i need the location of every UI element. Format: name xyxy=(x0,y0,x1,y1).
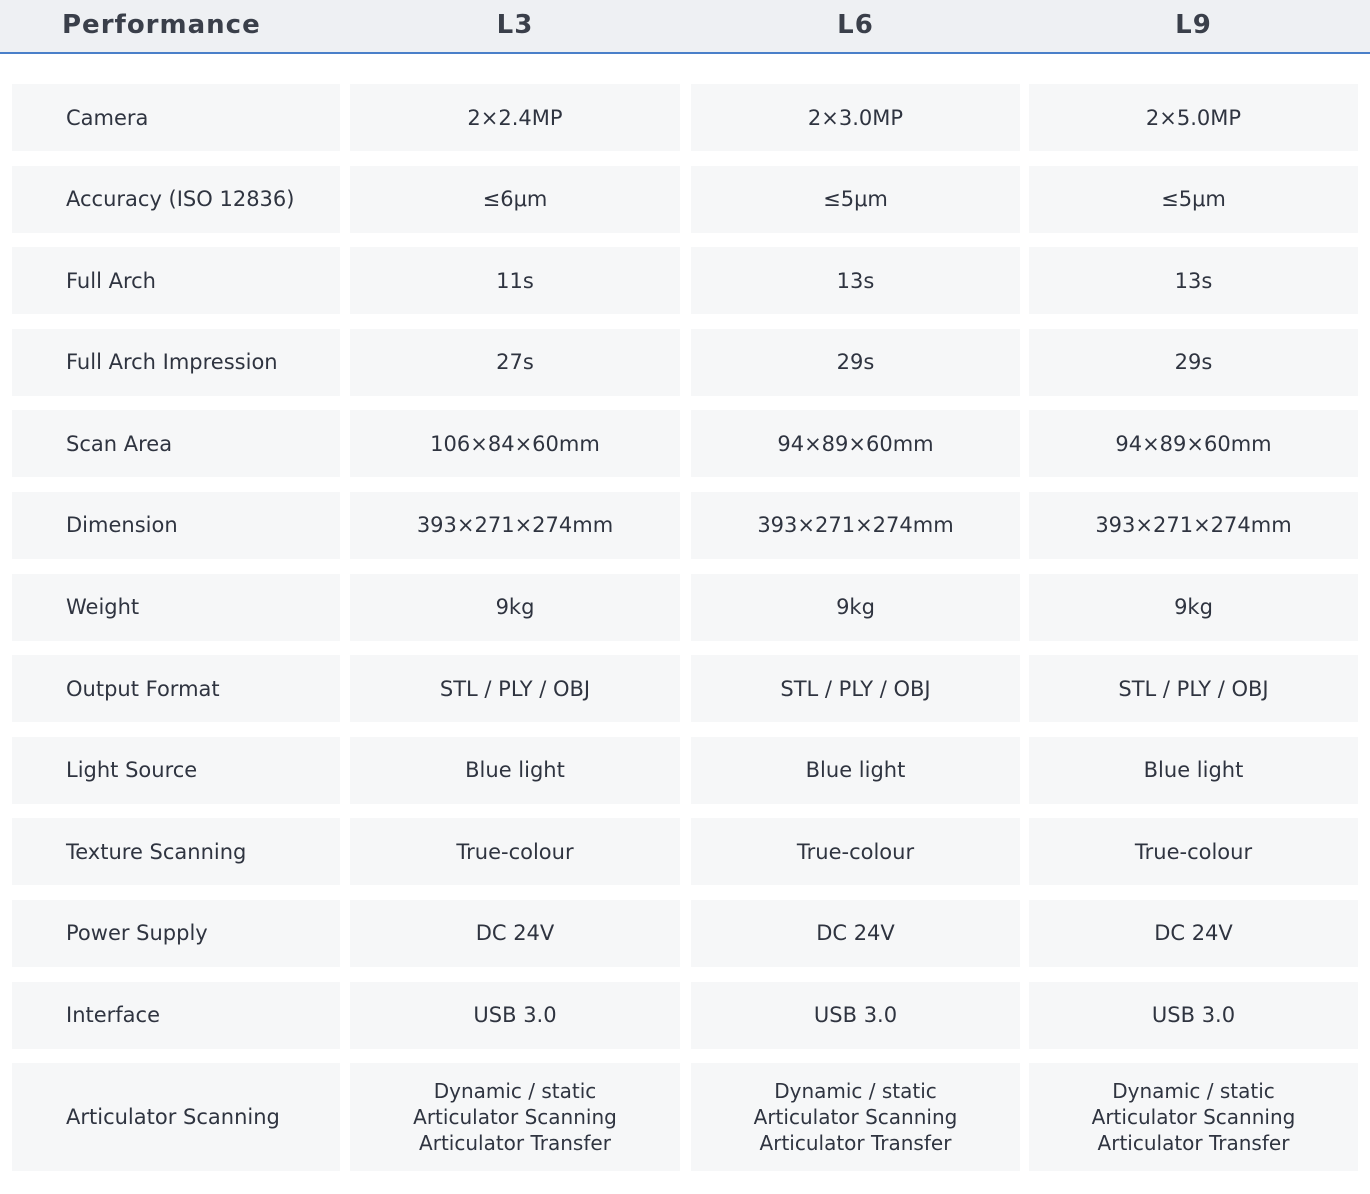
header-model-l3: L3 xyxy=(496,10,534,40)
table-row xyxy=(0,982,1370,1049)
cell-l6: 13s xyxy=(691,247,1020,314)
multiline-value xyxy=(413,1078,617,1156)
table-row xyxy=(0,900,1370,967)
cell-l3: 393×271×274mm xyxy=(350,492,680,559)
row-label: Camera xyxy=(12,84,340,151)
table-row xyxy=(0,574,1370,641)
cell-l6: 393×271×274mm xyxy=(691,492,1020,559)
table-row xyxy=(0,329,1370,396)
table-row xyxy=(0,410,1370,477)
cell-l3: True-colour xyxy=(350,818,680,885)
value-line: Articulator Transfer xyxy=(419,1131,611,1156)
cell-l6: 94×89×60mm xyxy=(691,410,1020,477)
table-row xyxy=(0,818,1370,885)
cell-l3: ≤6μm xyxy=(350,166,680,233)
cell-l6: True-colour xyxy=(691,818,1020,885)
row-label: Dimension xyxy=(12,492,340,559)
value-line: Articulator Scanning xyxy=(1091,1105,1296,1130)
cell-l9: 94×89×60mm xyxy=(1029,410,1358,477)
cell-l3: USB 3.0 xyxy=(350,982,680,1049)
cell-l3: 11s xyxy=(350,247,680,314)
table-row xyxy=(0,655,1370,722)
cell-l9: 29s xyxy=(1029,329,1358,396)
cell-l6: ≤5μm xyxy=(691,166,1020,233)
table-row xyxy=(0,492,1370,559)
cell-l6: USB 3.0 xyxy=(691,982,1020,1049)
value-line: Dynamic / static xyxy=(774,1079,937,1104)
cell-l6: 2×3.0MP xyxy=(691,84,1020,151)
cell-l6 xyxy=(691,1063,1020,1171)
cell-l9: Blue light xyxy=(1029,737,1358,804)
value-line: Articulator Scanning xyxy=(753,1105,958,1130)
row-label: Articulator Scanning xyxy=(12,1063,340,1171)
cell-l9: 2×5.0MP xyxy=(1029,84,1358,151)
value-line: Articulator Transfer xyxy=(1097,1131,1290,1156)
cell-l9: STL / PLY / OBJ xyxy=(1029,655,1358,722)
row-label: Output Format xyxy=(12,655,340,722)
row-label: Scan Area xyxy=(12,410,340,477)
table-row-articulator xyxy=(0,1063,1370,1171)
cell-l6: DC 24V xyxy=(691,900,1020,967)
cell-l9: 9kg xyxy=(1029,574,1358,641)
table-row xyxy=(0,737,1370,804)
cell-l9 xyxy=(1029,1063,1358,1171)
cell-l3: DC 24V xyxy=(350,900,680,967)
row-label: Weight xyxy=(12,574,340,641)
cell-l3: 106×84×60mm xyxy=(350,410,680,477)
value-line: Dynamic / static xyxy=(433,1079,597,1104)
cell-l9: DC 24V xyxy=(1029,900,1358,967)
cell-l3: 2×2.4MP xyxy=(350,84,680,151)
cell-l3 xyxy=(350,1063,680,1171)
table-row xyxy=(0,247,1370,314)
table-row xyxy=(0,166,1370,233)
cell-l9: ≤5μm xyxy=(1029,166,1358,233)
cell-l6: 9kg xyxy=(691,574,1020,641)
cell-l6: STL / PLY / OBJ xyxy=(691,655,1020,722)
cell-l6: Blue light xyxy=(691,737,1020,804)
multiline-value xyxy=(1092,1078,1296,1156)
cell-l3: 27s xyxy=(350,329,680,396)
cell-l6: 29s xyxy=(691,329,1020,396)
spec-table xyxy=(0,84,1370,1171)
header-model-l9: L9 xyxy=(1175,10,1212,40)
value-line: Articulator Scanning xyxy=(413,1105,617,1130)
header-performance: Performance xyxy=(62,10,261,40)
cell-l9: USB 3.0 xyxy=(1029,982,1358,1049)
row-label: Power Supply xyxy=(12,900,340,967)
row-label: Interface xyxy=(12,982,340,1049)
value-line: Articulator Transfer xyxy=(759,1131,952,1156)
cell-l3: Blue light xyxy=(350,737,680,804)
row-label: Light Source xyxy=(12,737,340,804)
cell-l9: 13s xyxy=(1029,247,1358,314)
cell-l9: 393×271×274mm xyxy=(1029,492,1358,559)
row-label: Full Arch xyxy=(12,247,340,314)
table-header xyxy=(0,0,1370,54)
cell-l3: 9kg xyxy=(350,574,680,641)
table-row xyxy=(0,84,1370,151)
row-label: Full Arch Impression xyxy=(12,329,340,396)
cell-l3: STL / PLY / OBJ xyxy=(350,655,680,722)
row-label: Accuracy (ISO 12836) xyxy=(12,166,340,233)
value-line: Dynamic / static xyxy=(1112,1079,1275,1104)
multiline-value xyxy=(754,1078,958,1156)
row-label: Texture Scanning xyxy=(12,818,340,885)
header-model-l6: L6 xyxy=(837,10,874,40)
cell-l9: True-colour xyxy=(1029,818,1358,885)
